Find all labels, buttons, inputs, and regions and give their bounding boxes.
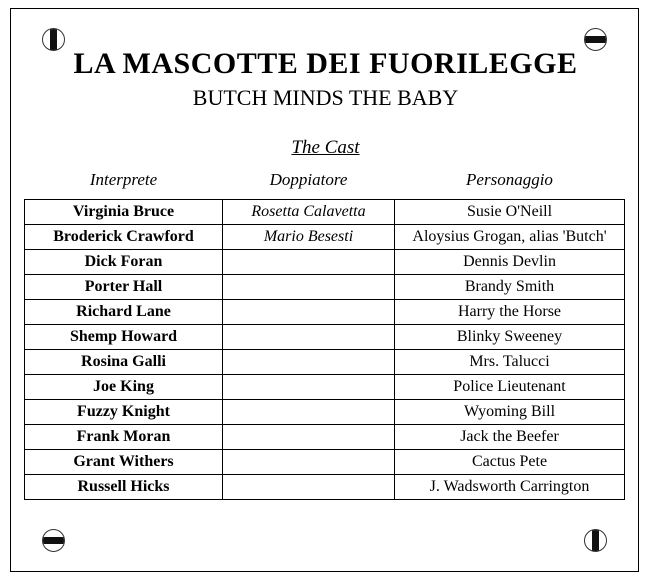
cell-interprete: Porter Hall xyxy=(25,275,223,300)
cell-interprete: Frank Moran xyxy=(25,425,223,450)
cell-personaggio: Jack the Beefer xyxy=(395,425,625,450)
cast-table-container xyxy=(24,169,624,500)
cell-interprete: Grant Withers xyxy=(25,450,223,475)
cell-interprete: Virginia Bruce xyxy=(25,200,223,225)
cell-interprete: Russell Hicks xyxy=(25,475,223,500)
table-row xyxy=(25,300,625,325)
cell-doppiatore xyxy=(223,350,395,375)
cell-interprete: Rosina Galli xyxy=(25,350,223,375)
cell-doppiatore: Mario Besesti xyxy=(223,225,395,250)
table-row xyxy=(25,450,625,475)
cell-personaggio: Brandy Smith xyxy=(395,275,625,300)
cell-personaggio: Police Lieutenant xyxy=(395,375,625,400)
cell-doppiatore: Rosetta Calavetta xyxy=(223,200,395,225)
page-subtitle: BUTCH MINDS THE BABY xyxy=(192,85,459,110)
column-header-doppiatore: Doppiatore xyxy=(269,170,348,189)
table-row xyxy=(25,200,625,225)
cell-interprete: Richard Lane xyxy=(25,300,223,325)
table-row xyxy=(25,400,625,425)
cell-doppiatore xyxy=(223,300,395,325)
cell-personaggio: J. Wadsworth Carrington xyxy=(395,475,625,500)
table-row xyxy=(25,325,625,350)
cell-doppiatore xyxy=(223,325,395,350)
cell-interprete: Shemp Howard xyxy=(25,325,223,350)
document-frame xyxy=(10,8,639,572)
table-row xyxy=(25,475,625,500)
page-title: LA MASCOTTE DEI FUORILEGGE xyxy=(73,47,578,80)
table-row xyxy=(25,375,625,400)
cell-personaggio: Blinky Sweeney xyxy=(395,325,625,350)
table-row xyxy=(25,250,625,275)
table-row xyxy=(25,275,625,300)
cell-doppiatore xyxy=(223,275,395,300)
cell-personaggio: Dennis Devlin xyxy=(395,250,625,275)
cell-interprete: Dick Foran xyxy=(25,250,223,275)
column-header-interprete: Interprete xyxy=(89,170,158,189)
cell-doppiatore xyxy=(223,475,395,500)
cell-doppiatore xyxy=(223,250,395,275)
section-heading-the-cast: The Cast xyxy=(291,137,360,158)
cast-table xyxy=(24,169,625,500)
cell-doppiatore xyxy=(223,450,395,475)
cell-personaggio: Harry the Horse xyxy=(395,300,625,325)
table-row xyxy=(25,425,625,450)
cell-interprete: Joe King xyxy=(25,375,223,400)
table-row xyxy=(25,225,625,250)
cell-doppiatore xyxy=(223,375,395,400)
cell-personaggio: Mrs. Talucci xyxy=(395,350,625,375)
table-header-row xyxy=(25,169,625,200)
cell-personaggio: Cactus Pete xyxy=(395,450,625,475)
cell-doppiatore xyxy=(223,400,395,425)
cell-personaggio: Aloysius Grogan, alias 'Butch' xyxy=(395,225,625,250)
cell-doppiatore xyxy=(223,425,395,450)
cell-personaggio: Susie O'Neill xyxy=(395,200,625,225)
table-row xyxy=(25,350,625,375)
cell-interprete: Broderick Crawford xyxy=(25,225,223,250)
punch-hole-bottom-right-icon xyxy=(584,529,607,552)
punch-hole-bottom-left-icon xyxy=(42,529,65,552)
cell-personaggio: Wyoming Bill xyxy=(395,400,625,425)
cell-interprete: Fuzzy Knight xyxy=(25,400,223,425)
column-header-personaggio: Personaggio xyxy=(466,170,553,189)
